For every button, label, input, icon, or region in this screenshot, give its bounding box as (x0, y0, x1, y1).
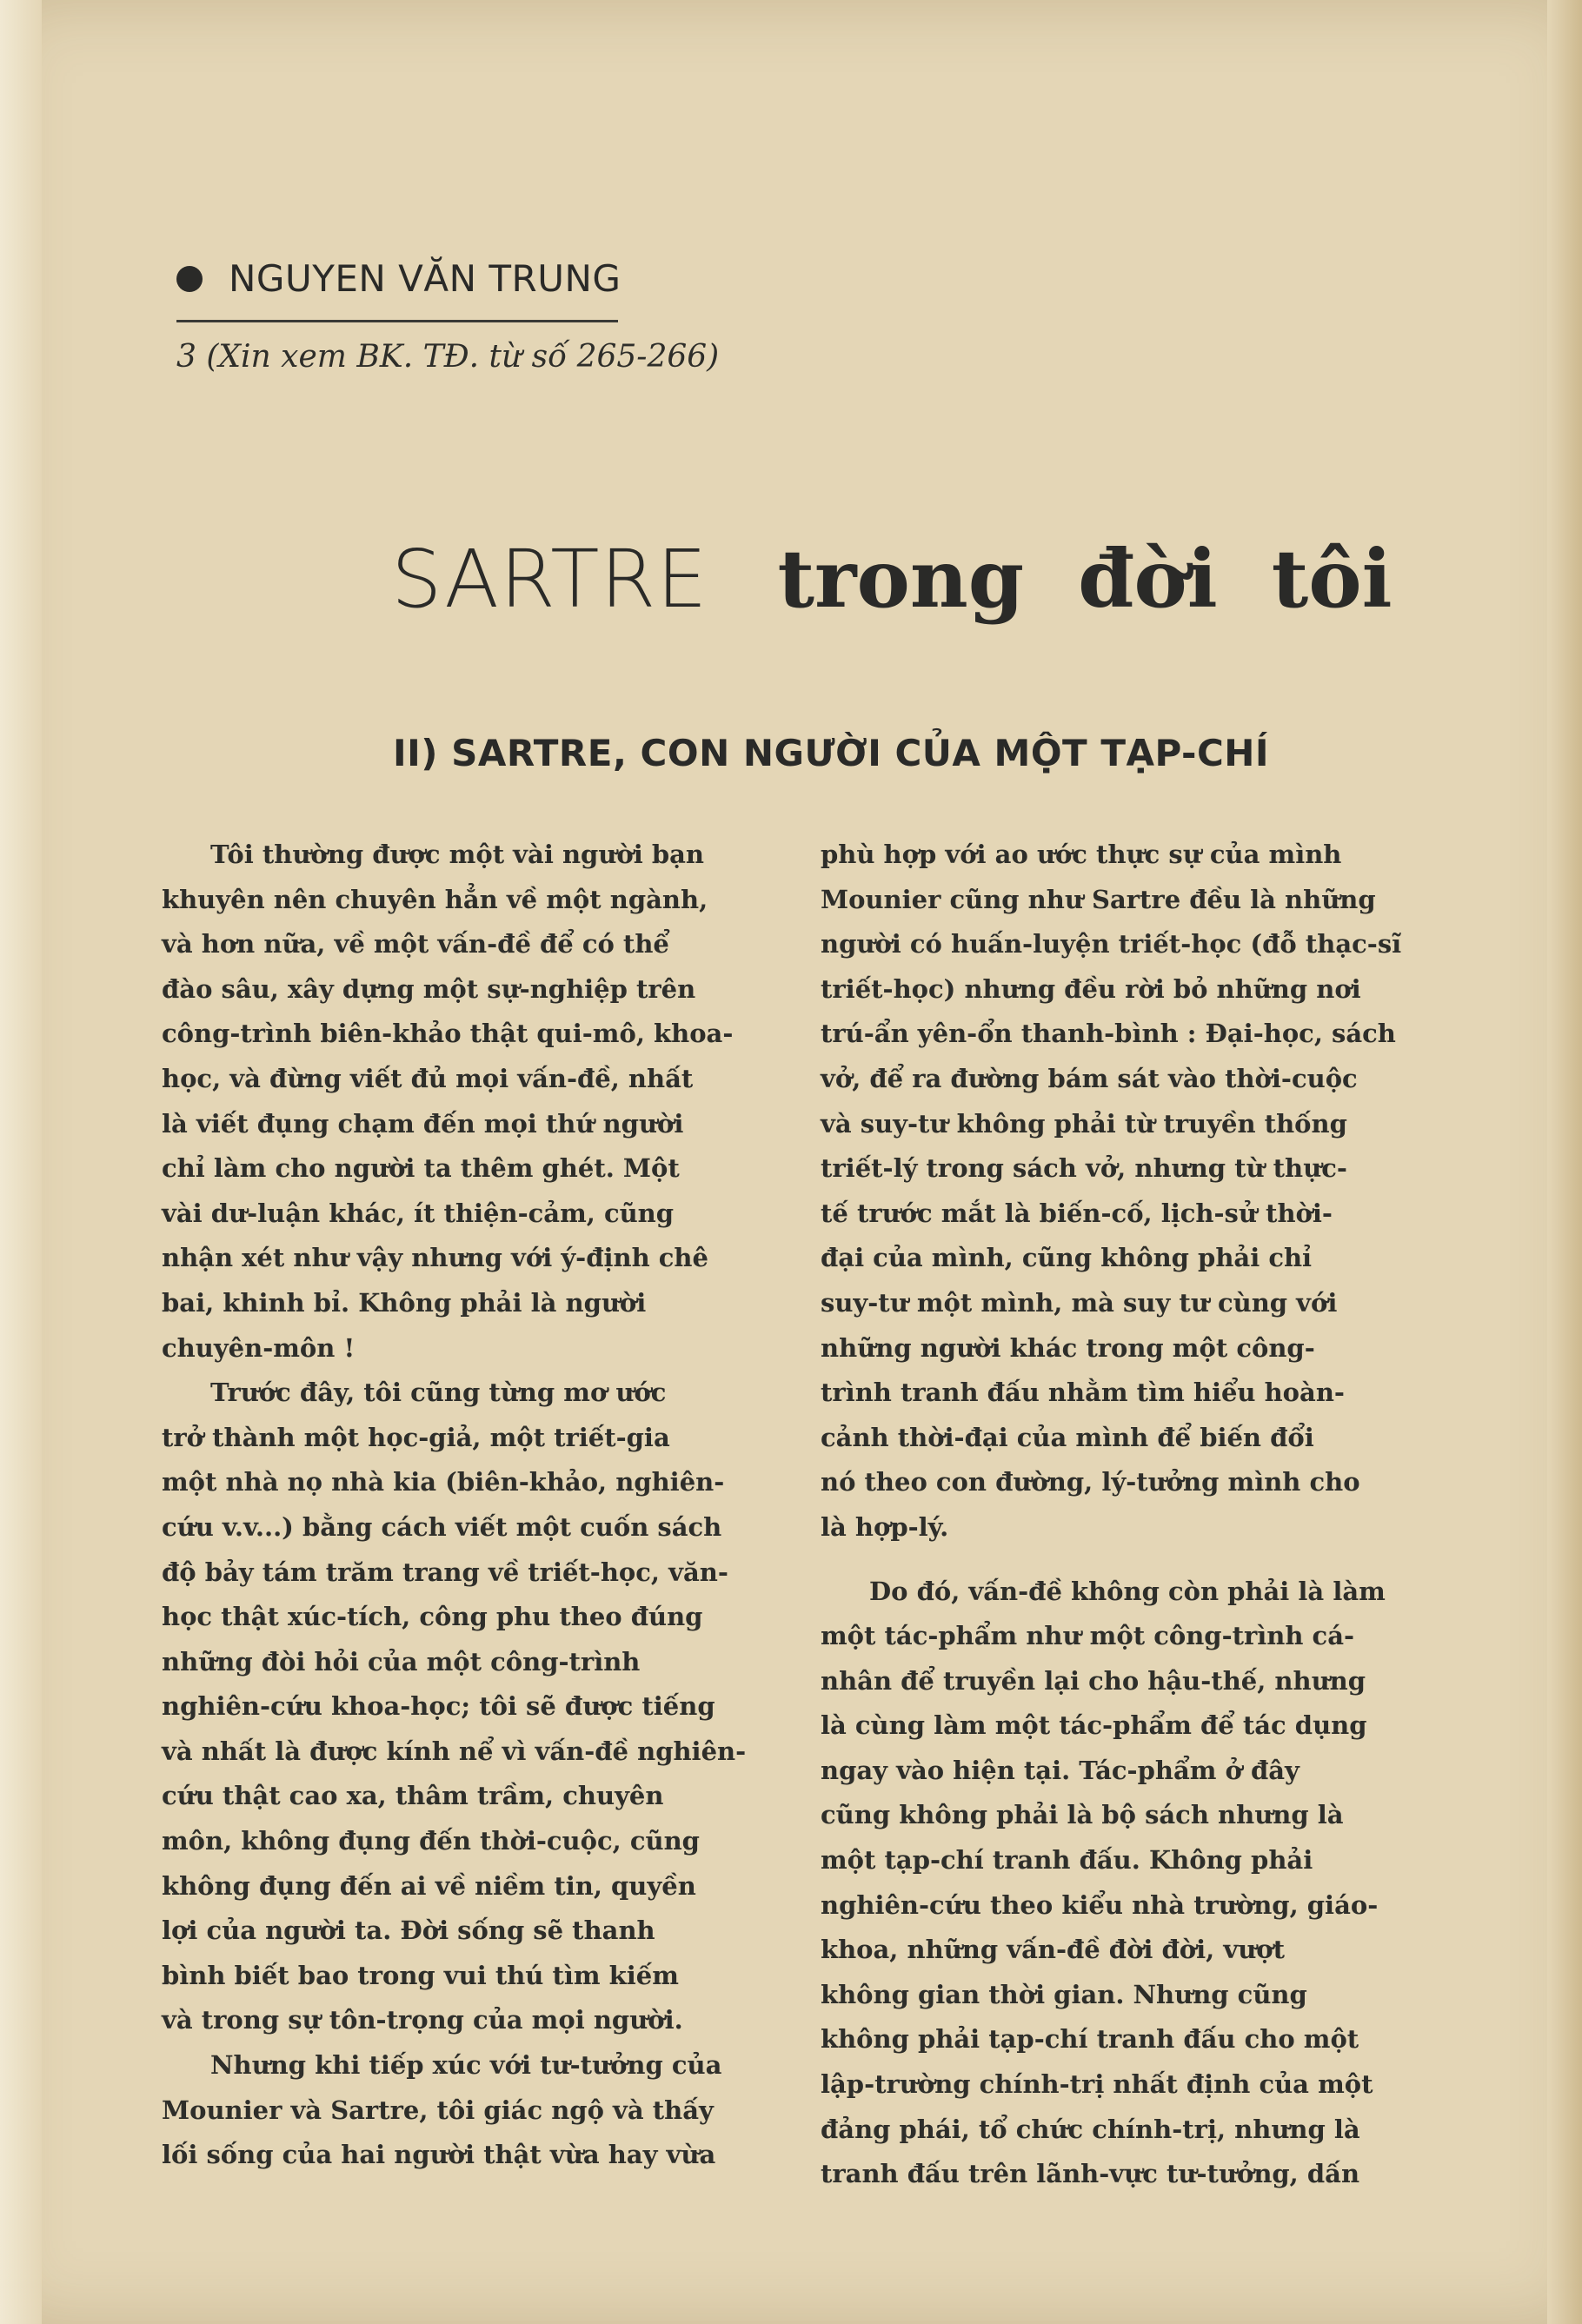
text-line: Nhưng khi tiếp xúc với tư-tưởng của (210, 2050, 722, 2081)
text-line: triết-lý trong sách vở, nhưng từ thực- (821, 1153, 1347, 1184)
title-part-sartre: SARTRE (391, 533, 708, 626)
series-reference: 3 (Xin xem BK. TĐ. từ số 265-266) (176, 339, 720, 375)
page-left-edge (0, 0, 42, 2324)
text-line: đại của mình, cũng không phải chỉ (821, 1243, 1313, 1273)
text-line: không phải tạp-chí tranh đấu cho một (821, 2024, 1359, 2055)
text-line: một tạp-chí tranh đấu. Không phải (821, 1845, 1313, 1876)
text-line: người có huấn-luyện triết-học (đỗ thạc-sĩ (821, 929, 1402, 959)
text-line: môn, không đụng đến thời-cuộc, cũng (162, 1826, 700, 1856)
text-line: và nhất là được kính nể vì vấn-đề nghiên- (162, 1736, 747, 1766)
text-line: không đụng đến ai về niềm tin, quyền (162, 1870, 696, 1901)
text-line: khoa, những vấn-đề đời đời, vượt (821, 1935, 1286, 1965)
text-line: nghiên-cứu khoa-học; tôi sẽ được tiếng (162, 1691, 715, 1722)
text-line: những đòi hỏi của một công-trình (162, 1646, 641, 1677)
text-line: triết-học) nhưng đều rời bỏ những nơi (821, 973, 1361, 1004)
text-line: cứu thật cao xa, thâm trầm, chuyên (162, 1781, 664, 1811)
text-line: tế trước mắt là biến-cố, lịch-sử thời- (821, 1198, 1333, 1228)
text-line: trình tranh đấu nhằm tìm hiểu hoàn- (821, 1378, 1345, 1408)
text-line: công-trình biên-khảo thật qui-mô, khoa- (162, 1019, 734, 1049)
text-line: tranh đấu trên lãnh-vực tư-tưởng, dấn (821, 2159, 1360, 2189)
text-line: không gian thời gian. Nhưng cũng (821, 1979, 1307, 2009)
text-line: trở thành một học-giả, một triết-gia (162, 1422, 670, 1452)
text-line: bình biết bao trong vui thú tìm kiếm (162, 1960, 679, 1990)
text-line: là viết đụng chạm đến mọi thứ người (162, 1108, 684, 1139)
text-line: cũng không phải là bộ sách nhưng là (821, 1800, 1344, 1830)
text-line: đảng phái, tổ chức chính-trị, nhưng là (821, 2114, 1360, 2144)
text-line: vài dư-luận khác, ít thiện-cảm, cũng (162, 1198, 675, 1228)
text-line: Mounier và Sartre, tôi giác ngộ và thấy (162, 2095, 714, 2125)
text-line: nghiên-cứu theo kiểu nhà trường, giáo- (821, 1889, 1379, 1920)
text-line: khuyên nên chuyên hẳn về một ngành, (162, 884, 708, 914)
text-line: học, và đừng viết đủ mọi vấn-đề, nhất (162, 1063, 694, 1093)
text-line: phù hợp với ao ước thực sự của mình (821, 840, 1342, 869)
text-line: chuyên-môn ! (162, 1332, 356, 1363)
text-line: đào sâu, xây dựng một sự-nghiệp trên (162, 973, 696, 1004)
text-line: Mounier cũng như Sartre đều là những (821, 884, 1376, 914)
author-line (176, 257, 621, 300)
text-line: lợi của người ta. Đời sống sẽ thanh (162, 1916, 655, 1946)
text-line: suy-tư một mình, mà suy tư cùng với (821, 1287, 1338, 1318)
text-line: và trong sự tôn-trọng của mọi người. (162, 2005, 683, 2035)
author-divider (176, 320, 618, 322)
text-line: chỉ làm cho người ta thêm ghét. Một (162, 1153, 680, 1184)
text-line: Do đó, vấn-đề không còn phải là làm (869, 1576, 1386, 1606)
text-line: độ bảy tám trăm trang về triết-học, văn- (162, 1557, 728, 1587)
text-line: cảnh thời-đại của mình để biến đổi (821, 1422, 1314, 1452)
section-heading: II) SARTRE, CON NGƯỜI CỦA MỘT TẠP-CHÍ (393, 732, 1270, 774)
article-title (391, 532, 1391, 626)
text-line: Tôi thường được một vài người bạn (210, 840, 704, 869)
text-line: nhân để truyền lại cho hậu-thế, nhưng (821, 1665, 1366, 1696)
text-line: Trước đây, tôi cũng từng mơ ước (210, 1378, 667, 1408)
page-right-edge (1547, 0, 1582, 2324)
text-line: lập-trường chính-trị nhất định của một (821, 2069, 1373, 2100)
text-line: và suy-tư không phải từ truyền thống (821, 1108, 1347, 1139)
text-line: học thật xúc-tích, công phu theo đúng (162, 1602, 703, 1632)
text-line: là cùng làm một tác-phẩm để tác dụng (821, 1710, 1367, 1741)
text-line: nó theo con đường, lý-tưởng mình cho (821, 1467, 1360, 1497)
text-line: một nhà nọ nhà kia (biên-khảo, nghiên- (162, 1467, 725, 1497)
title-part-rest: trong đời tôi (777, 532, 1393, 626)
text-line: những người khác trong một công- (821, 1332, 1315, 1363)
text-line: lối sống của hai người thật vừa hay vừa (162, 2140, 716, 2170)
body-column-left (162, 833, 781, 2178)
text-line: là hợp-lý. (821, 1511, 949, 1542)
text-line: vở, để ra đường bám sát vào thời-cuộc (821, 1063, 1358, 1093)
text-line: trú-ẩn yên-ổn thanh-bình : Đại-học, sách (821, 1019, 1396, 1049)
text-line: ngay vào hiện tại. Tác-phẩm ở đây (821, 1755, 1300, 1785)
body-column-right (821, 833, 1439, 2197)
text-line: một tác-phẩm như một công-trình cá- (821, 1621, 1355, 1651)
text-line: cứu v.v...) bằng cách viết một cuốn sách (162, 1511, 722, 1542)
text-line: và hơn nữa, về một vấn-đề để có thể (162, 929, 669, 959)
author-name: NGUYEN VĂN TRUNG (229, 257, 622, 300)
bullet-icon (176, 266, 203, 292)
text-line: bai, khinh bỉ. Không phải là người (162, 1287, 647, 1318)
text-line: nhận xét như vậy nhưng với ý-định chê (162, 1243, 708, 1273)
